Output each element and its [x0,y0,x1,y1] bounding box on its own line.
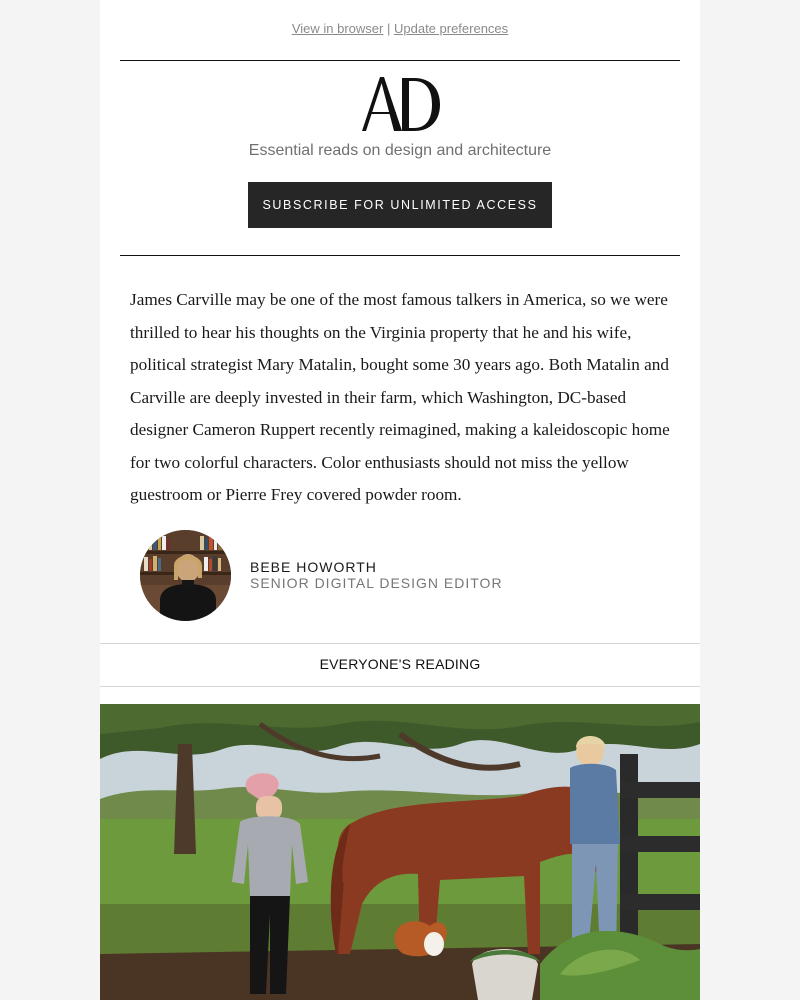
subscribe-button[interactable]: SUBSCRIBE FOR UNLIMITED ACCESS [248,182,552,228]
ad-logo[interactable] [100,74,700,139]
top-links [100,21,700,36]
author-name: BEBE HOWORTH [250,559,377,575]
author-title: SENIOR DIGITAL DESIGN EDITOR [250,575,503,591]
section-title: EVERYONE'S READING [319,656,481,672]
section-divider-bottom [100,686,700,687]
ad-logo-mark [358,74,442,134]
tagline: Essential reads on design and architecture [248,142,552,159]
intro-paragraph: James Carville may be one of the most famous talkers in America, so we were thrilled to hear his thoughts on the Virginia property that he and his wife, political strategist Mary Matalin, bought some 30 years ago. Both Matalin and Carville are deeply invested in their farm, which Washington, DC-based designer Cameron Ruppert recently reimagined, making a kaleidoscopic home for two colorful characters. Color enthusiasts should not miss the yellow guestroom or Pierre Frey covered powder room. [130,290,670,504]
author-avatar [140,530,231,621]
email-container [100,0,700,1000]
section-divider-top [100,643,700,644]
link-separator: | [386,21,391,36]
intro-divider [120,255,680,256]
featured-article-image[interactable] [100,704,700,1000]
view-in-browser-link[interactable]: View in browser [291,21,384,36]
header-divider [120,60,680,61]
update-preferences-link[interactable]: Update preferences [393,21,509,36]
